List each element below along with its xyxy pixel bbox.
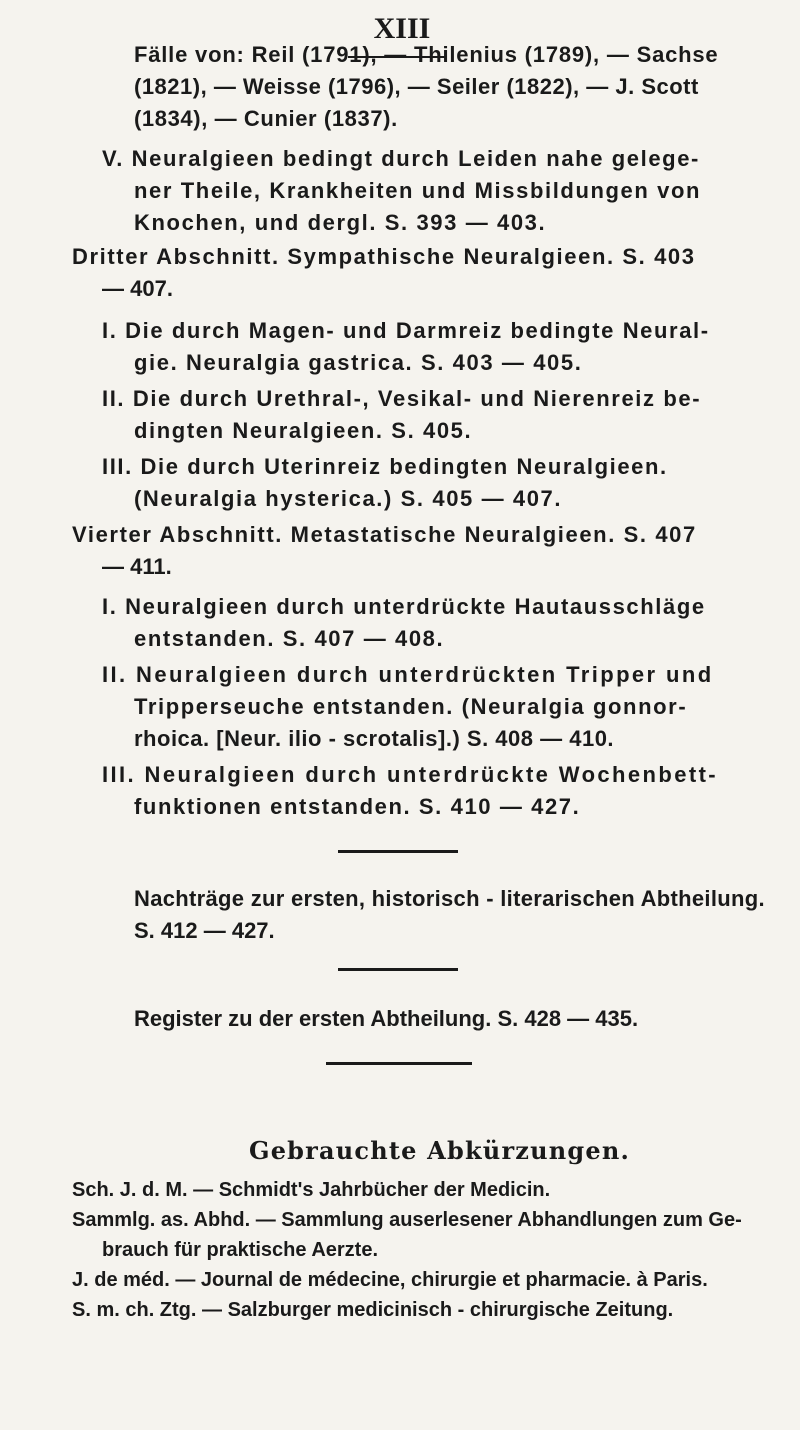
abbreviations-heading: Gebrauchte Abkürzungen. bbox=[249, 1136, 631, 1165]
fourth-item-2-line-2: Tripperseuche entstanden. (Neuralgia gonnor- bbox=[134, 694, 688, 719]
addenda-line-1: Nachträge zur ersten, historisch - literarischen Abtheilung. bbox=[134, 886, 765, 911]
divider-rule-1 bbox=[338, 850, 458, 853]
abbreviation-item-1: Sch. J. d. M. — Schmidt's Jahrbücher der Medicin. bbox=[72, 1179, 551, 1201]
register-line: Register zu der ersten Abtheilung. S. 428 — 435. bbox=[134, 1006, 639, 1031]
fourth-section-heading-2: — 411. bbox=[102, 554, 172, 579]
abbreviation-item-4: S. m. ch. Ztg. — Salzburger medicinisch - chirurgische Zeitung. bbox=[72, 1299, 674, 1321]
fourth-item-3-line-2: funktionen entstanden. S. 410 — 427. bbox=[134, 794, 581, 819]
third-item-1-line-2: gie. Neuralgia gastrica. S. 403 — 405. bbox=[134, 350, 583, 375]
fourth-item-2-line-3: rhoica. [Neur. ilio - scrotalis].) S. 408 — 410. bbox=[134, 726, 615, 751]
third-item-3-line-2: (Neuralgia hysterica.) S. 405 — 407. bbox=[134, 486, 563, 511]
abbreviation-item-3: J. de méd. — Journal de médecine, chirurgie et pharmacie. à Paris. bbox=[72, 1269, 708, 1291]
fourth-item-3-line-1: III. Neuralgieen durch unterdrückte Wochenbett- bbox=[102, 762, 719, 787]
abbreviation-item-2: Sammlg. as. Abhd. — Sammlung auserlesener Abhandlungen zum Ge- bbox=[72, 1209, 742, 1231]
addenda-line-2: S. 412 — 427. bbox=[134, 918, 275, 943]
abbreviation-item-2-continued: brauch für praktische Aerzte. bbox=[102, 1239, 379, 1261]
third-item-3-line-1: III. Die durch Uterinreiz bedingten Neuralgieen. bbox=[102, 454, 668, 479]
third-section-heading-1: Dritter Abschnitt. Sympathische Neuralgieen. S. 403 bbox=[72, 244, 696, 269]
fourth-section-heading-1: Vierter Abschnitt. Metastatische Neuralgieen. S. 407 bbox=[72, 522, 697, 547]
third-section-heading-2: — 407. bbox=[102, 276, 173, 301]
cases-line-3: (1834), — Cunier (1837). bbox=[134, 106, 398, 131]
page-number: XIII bbox=[373, 12, 431, 45]
section-v-line-2: ner Theile, Krankheiten und Missbildungen von bbox=[134, 178, 702, 203]
third-item-1-line-1: I. Die durch Magen- und Darmreiz bedingte Neural- bbox=[102, 318, 710, 343]
fourth-item-2-line-1: II. Neuralgieen durch unterdrückten Tripper und bbox=[102, 662, 714, 687]
divider-rule-3 bbox=[326, 1062, 472, 1065]
third-item-2-line-1: II. Die durch Urethral-, Vesikal- und Nierenreiz be- bbox=[102, 386, 702, 411]
section-v-line-1: V. Neuralgieen bedingt durch Leiden nahe gelege- bbox=[102, 146, 700, 171]
fourth-item-1-line-2: entstanden. S. 407 — 408. bbox=[134, 626, 445, 651]
cases-line-2: (1821), — Weisse (1796), — Seiler (1822), — J. Scott bbox=[134, 74, 699, 99]
cases-line-1: Fälle von: Reil (1791), — Thilenius (1789), — Sachse bbox=[134, 42, 719, 67]
fourth-item-1-line-1: I. Neuralgieen durch unterdrückte Hautausschläge bbox=[102, 594, 706, 619]
third-item-2-line-2: dingten Neuralgieen. S. 405. bbox=[134, 418, 473, 443]
divider-rule-2 bbox=[338, 968, 458, 971]
section-v-line-3: Knochen, und dergl. S. 393 — 403. bbox=[134, 210, 547, 235]
